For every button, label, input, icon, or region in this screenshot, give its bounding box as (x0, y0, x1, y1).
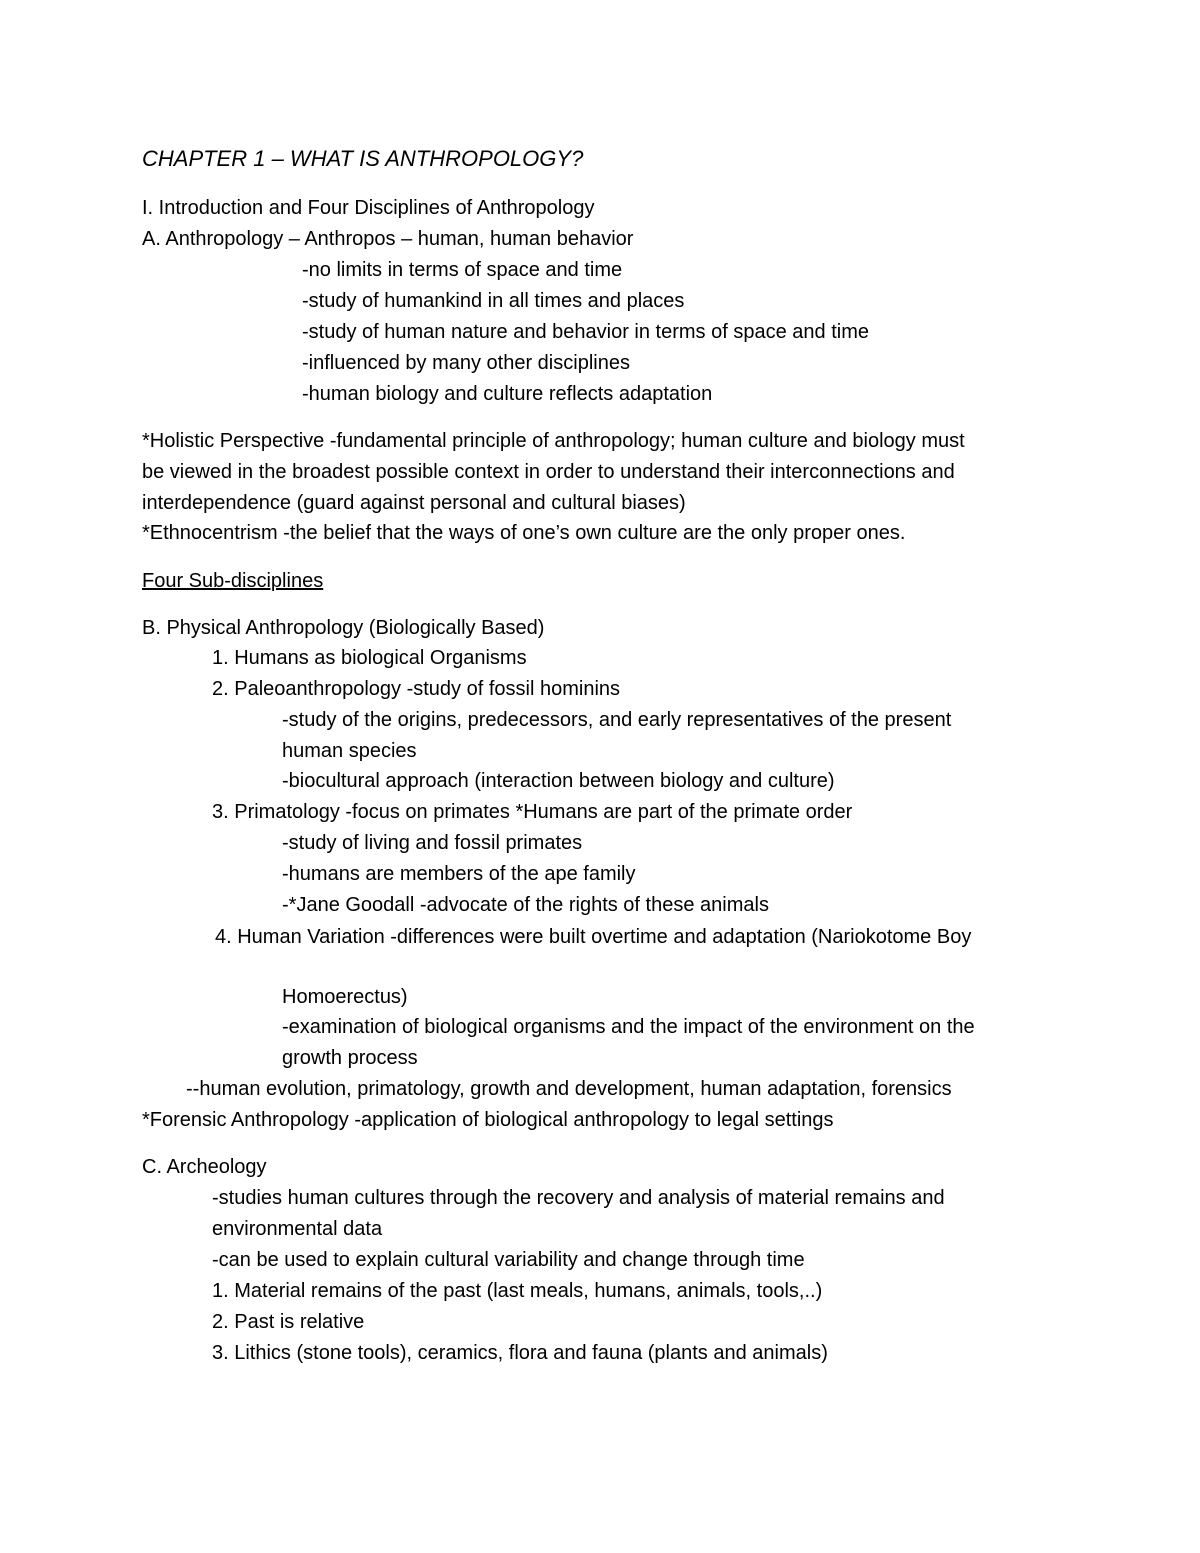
forensic-line: *Forensic Anthropology -application of biological anthropology to legal settings (142, 1109, 834, 1131)
section-c-heading: C. Archeology (142, 1156, 267, 1178)
list-item: 1. Material remains of the past (last meals, humans, animals, tools,..) (212, 1280, 823, 1302)
bullet-line: -no limits in terms of space and time (302, 259, 623, 281)
bullet-line: -study of living and fossil primates (282, 832, 583, 854)
section-a-heading: A. Anthropology – Anthropos – human, human behavior (142, 228, 634, 250)
bullet-line: human species (282, 740, 417, 762)
holistic-line: *Holistic Perspective -fundamental principle of anthropology; human culture and biology must (142, 430, 965, 452)
summary-line: --human evolution, primatology, growth and development, human adaptation, forensics (186, 1078, 952, 1100)
bullet-line: -biocultural approach (interaction between biology and culture) (282, 770, 835, 792)
list-item: 4. Human Variation -differences were built overtime and adaptation (Nariokotome Boy (215, 926, 972, 948)
subdisciplines-heading: Four Sub-disciplines (142, 570, 324, 592)
bullet-line: -human biology and culture reflects adaptation (302, 383, 713, 405)
bullet-line: -humans are members of the ape family (282, 863, 636, 885)
chapter-title: CHAPTER 1 – WHAT IS ANTHROPOLOGY? (142, 146, 584, 171)
list-item: 3. Lithics (stone tools), ceramics, flora and fauna (plants and animals) (212, 1342, 828, 1364)
bullet-line: environmental data (212, 1218, 383, 1240)
bullet-line: -*Jane Goodall -advocate of the rights of these animals (282, 894, 769, 916)
bullet-line: -study of humankind in all times and places (302, 290, 685, 312)
bullet-line: -study of human nature and behavior in terms of space and time (302, 321, 869, 343)
section-b-heading: B. Physical Anthropology (Biologically Based) (142, 617, 545, 639)
holistic-line: interdependence (guard against personal and cultural biases) (142, 492, 686, 514)
list-item: 1. Humans as biological Organisms (212, 647, 527, 669)
section-1-heading: I. Introduction and Four Disciplines of Anthropology (142, 197, 595, 219)
ethnocentrism-line: *Ethnocentrism -the belief that the ways of one’s own culture are the only proper ones. (142, 522, 906, 544)
holistic-line: be viewed in the broadest possible context in order to understand their interconnections and (142, 461, 955, 483)
bullet-line: -studies human cultures through the recovery and analysis of material remains and (212, 1187, 945, 1209)
bullet-line: growth process (282, 1047, 418, 1069)
bullet-line: -influenced by many other disciplines (302, 352, 630, 374)
bullet-line: -can be used to explain cultural variability and change through time (212, 1249, 805, 1271)
list-item: 2. Past is relative (212, 1311, 365, 1333)
bullet-line: -study of the origins, predecessors, and early representatives of the present (282, 709, 952, 731)
bullet-line: Homoerectus) (282, 986, 408, 1008)
list-item: 3. Primatology -focus on primates *Humans are part of the primate order (212, 801, 853, 823)
bullet-line: -examination of biological organisms and the impact of the environment on the (282, 1016, 975, 1038)
list-item: 2. Paleoanthropology -study of fossil hominins (212, 678, 621, 700)
